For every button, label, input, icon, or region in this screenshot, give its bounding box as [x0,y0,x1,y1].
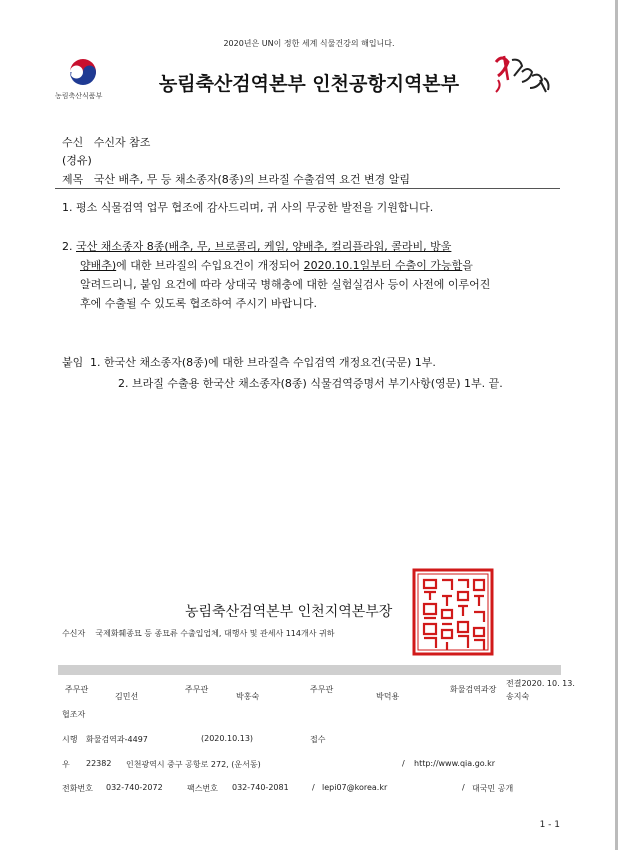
disclosure-status: 대국민 공개 [472,784,514,793]
post-label: 우 [62,760,70,769]
sender-name: 농림축산검역본부 인천지역본부장 [185,604,393,620]
recipients-label: 수신자 [62,629,86,638]
via-label: (경유) [62,154,92,167]
drafter-name: 김민선 [115,692,139,701]
recipient-label: 수신 [62,136,84,149]
cooperator-label: 협조자 [62,710,86,719]
para2-number: 2. [62,240,76,253]
attachment-label: 붙임 [62,356,84,369]
postcode: 22382 [86,759,112,768]
drafter-label: 주무관 [65,685,89,694]
reviewer2-label: 주무관 [310,685,334,694]
final-approval [506,678,575,689]
reviewer2-name: 박덕용 [376,692,400,701]
section-chief-title: 화물검역과장 [450,685,497,694]
para2-text-3: 을 [462,259,473,272]
subject-divider [55,188,560,189]
recipient-row [62,134,150,150]
subject-row [62,171,410,187]
enforce-label: 시행 [62,735,78,744]
slogan: 2020년은 UN이 정한 세계 식물건강의 해입니다. [223,39,395,48]
fax-number: 032-740-2081 [232,783,289,792]
footer-gray-band [58,665,561,675]
phone-number: 032-740-2072 [106,783,163,792]
reviewer1-name: 박홍숙 [236,692,260,701]
paragraph-2-line-3: 알려드리니, 붙임 요건에 따라 상대국 병해충에 대한 실험실검사 등이 사전에 이루어진 [80,278,491,291]
enforce-number: 화물검역과-4497 [86,735,148,744]
recipients-value: 국제화훼종묘 등 종묘류 수출입업체, 대행사 및 관세사 114개사 귀하 [95,629,335,638]
phone-label: 전화번호 [62,784,93,793]
final-date: 2020. 10. 13. [521,679,575,688]
para2-text-2: 에 대한 브라질의 수입요건이 개정되어 [116,259,304,272]
enforce-date: (2020.10.13) [201,734,254,743]
recipient-value: 수신자 참조 [93,136,151,149]
website-link[interactable]: http://www.qia.go.kr [414,759,495,768]
address: 인천광역시 중구 공항로 272, (운서동) [126,760,261,769]
receive-label: 접수 [310,735,326,744]
para2-highlight-3: 2020.10.1일부터 수출이 가능함 [303,259,463,272]
final-approver-name: 송지숙 [506,692,530,701]
document-title: 농림축산검역본부 인천공항지역본부 [158,73,460,95]
email-link[interactable]: lepi07@korea.kr [322,783,388,792]
page-number: 1 - 1 [539,820,560,830]
paragraph-2-line-2 [80,257,473,273]
attachment-2: 2. 브라질 수출용 한국산 채소종자(8종) 식물검역증명서 부기사항(영문) 1부. 끝. [118,377,503,390]
paragraph-1: 1. 평소 식물검역 업무 협조에 감사드리며, 귀 사의 무궁한 발전을 기원합니다. [62,201,434,214]
paragraph-2-line-1 [62,238,451,254]
official-seal-icon [412,568,494,656]
reviewer1-label: 주무관 [185,685,209,694]
attachment-1: 1. 한국산 채소종자(8종)에 대한 브라질측 수입검역 개정요건(국문) 1부. [90,356,436,369]
agency-logo-text: 농림축산식품부 [55,92,103,100]
separator-2: / [312,783,315,792]
recipients-row [62,628,334,639]
final-label: 전결 [506,679,522,688]
calligraphy-slogan-icon [488,50,558,100]
separator-1: / [402,759,405,768]
para2-highlight-2: 양배추) [80,259,117,272]
paragraph-2-line-4: 후에 수출될 수 있도록 협조하여 주시기 바랍니다. [80,297,317,310]
fax-label: 팩스번호 [187,784,218,793]
para2-highlight-1: 국산 채소종자 8종(배추, 무, 브로콜리, 케일, 양배추, 컬리플라워, 콜라비, 방울 [76,240,452,253]
subject-value: 국산 배추, 무 등 채소종자(8종)의 브라질 수출검역 요건 변경 알림 [93,173,410,186]
subject-label: 제목 [62,173,84,186]
separator-3: / [462,783,465,792]
